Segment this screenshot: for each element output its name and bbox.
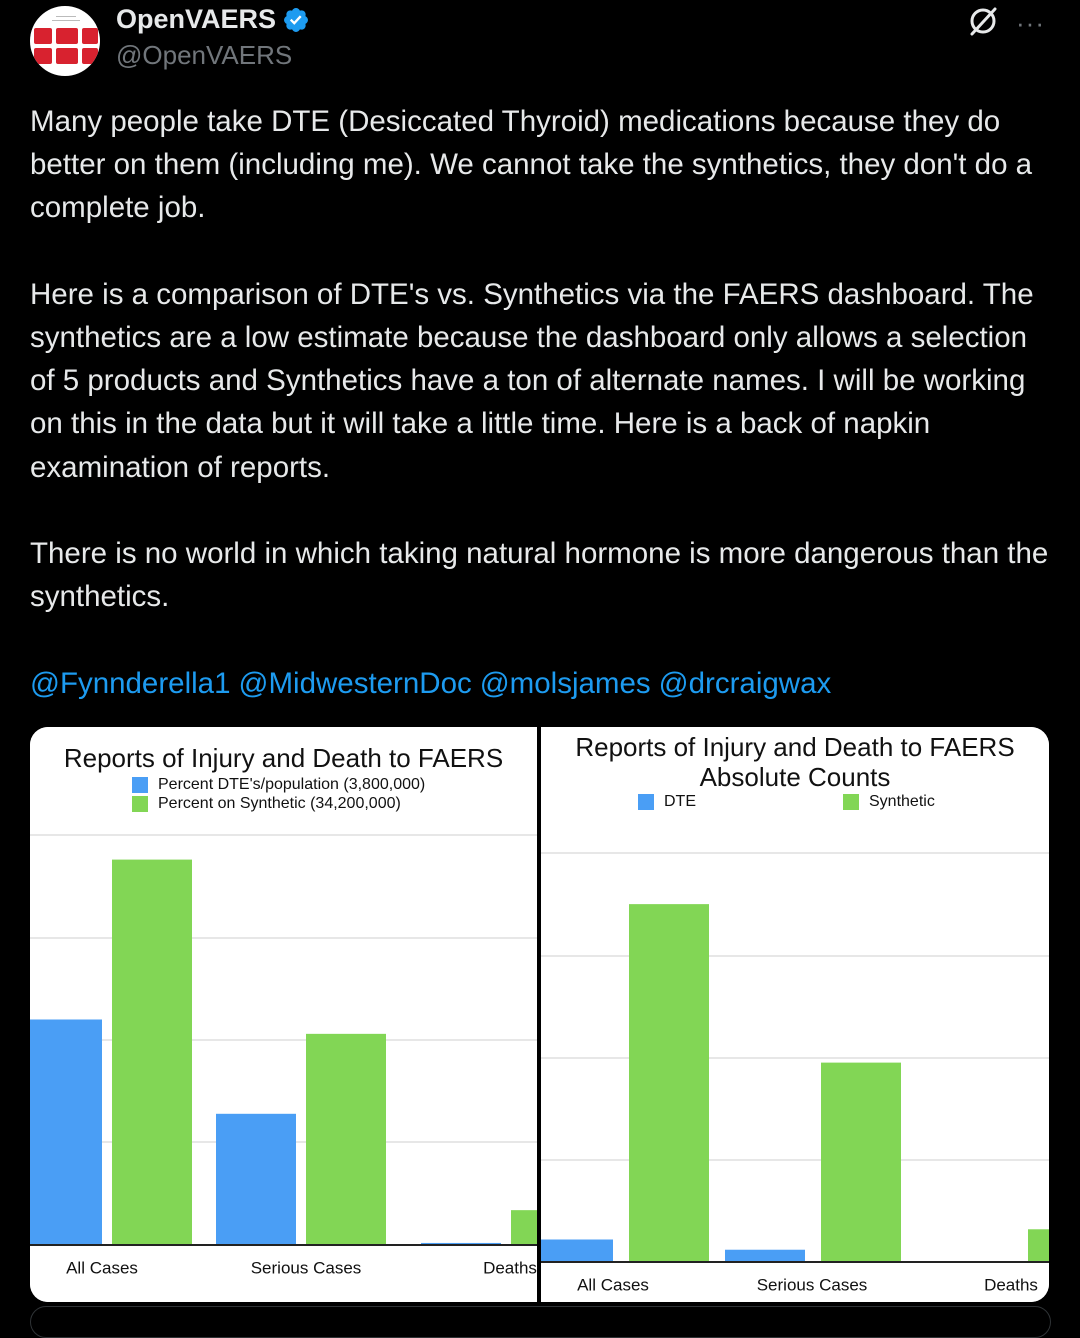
- legend-swatch: [843, 794, 859, 810]
- next-post-card: [30, 1306, 1051, 1338]
- legend-label: Percent DTE's/population (3,800,000): [158, 776, 426, 794]
- mention-link[interactable]: @MidwesternDoc: [238, 667, 472, 700]
- bar-dte: [216, 1114, 296, 1245]
- bar-dte: [725, 1250, 805, 1262]
- absolute-chart: [541, 727, 1049, 1302]
- chart-title: Reports of Injury and Death to FAERS: [575, 731, 1015, 762]
- absolute-chart-panel: [541, 727, 1049, 1302]
- bar-synthetic: [821, 1063, 901, 1262]
- legend-label: DTE: [664, 793, 696, 811]
- bar-synthetic: [1028, 1229, 1049, 1262]
- chart-title: Reports of Injury and Death to FAERS: [63, 742, 504, 773]
- bar-synthetic: [306, 1034, 386, 1245]
- verified-badge-icon: [282, 6, 310, 34]
- more-options-icon[interactable]: ···: [1016, 8, 1045, 38]
- mentions-line: [30, 662, 839, 705]
- legend-label: Synthetic: [869, 793, 935, 811]
- percent-chart-panel: [30, 727, 537, 1302]
- tweet-text: Many people take DTE (Desiccated Thyroid) medications because they do better on them (including me). We cannot take the synthetics, they don't do a complete job. Here is a comparison of DTE's vs. Synthetics via the FAERS dashboard. The synthetics are a low estimate because the dashboard only allows a selection of 5 products and Synthetics have a ton of alternate names. I will be working on this in the data but it will take a little time. Here is a back of napkin examination of reports. There is no world in which taking natural hormone is more dangerous than the synthetics.: [30, 105, 1049, 614]
- category-label: All Cases: [577, 1275, 649, 1295]
- tweet-header: [0, 0, 1080, 95]
- mention-link[interactable]: @molsjames: [479, 667, 651, 700]
- bar-synthetic: [112, 860, 192, 1245]
- chart-subtitle: Absolute Counts: [699, 761, 891, 792]
- chart-background: [541, 727, 1049, 1302]
- bar-dte: [541, 1240, 613, 1262]
- category-label: Serious Cases: [756, 1275, 868, 1295]
- grok-icon[interactable]: [966, 4, 1000, 38]
- legend-swatch: [132, 777, 148, 793]
- legend-swatch: [638, 794, 654, 810]
- user-handle[interactable]: @OpenVAERS: [116, 40, 293, 70]
- legend-swatch: [132, 796, 148, 812]
- mention-link[interactable]: @Fynnderella1: [30, 667, 231, 700]
- bar-synthetic: [629, 904, 709, 1262]
- category-label: All Cases: [66, 1258, 138, 1278]
- category-label: Deaths: [483, 1258, 537, 1278]
- category-label: Serious Cases: [250, 1258, 362, 1278]
- category-label: Deaths: [984, 1275, 1038, 1295]
- bar-synthetic: [511, 1210, 537, 1245]
- mention-link[interactable]: @drcraigwax: [658, 667, 832, 700]
- bar-dte: [30, 1020, 102, 1246]
- percent-chart: [30, 727, 537, 1302]
- media-attachment[interactable]: [30, 727, 1049, 1302]
- avatar[interactable]: [30, 6, 100, 76]
- legend-label: Percent on Synthetic (34,200,000): [158, 795, 401, 813]
- display-name[interactable]: OpenVAERS: [116, 4, 277, 34]
